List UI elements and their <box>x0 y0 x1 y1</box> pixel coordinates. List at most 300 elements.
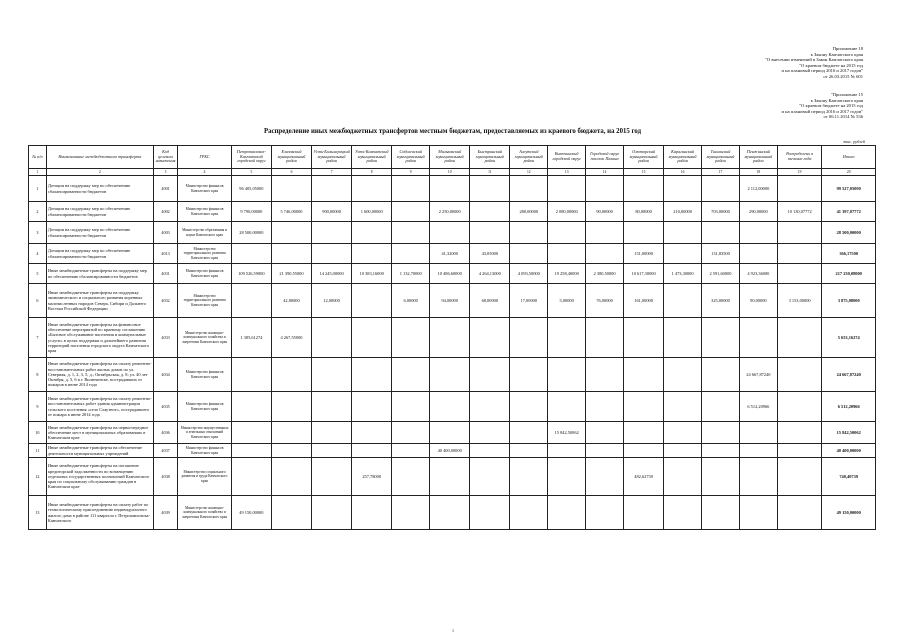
amount-cell <box>702 176 740 202</box>
amount-cell <box>392 458 430 496</box>
amount-cell <box>548 176 586 202</box>
amount-cell: 6 512,20966 <box>739 392 777 422</box>
column-header: Код целевого назначения <box>153 146 178 169</box>
column-header: Соболевский муниципальный район <box>392 146 430 169</box>
amount-cell <box>739 422 777 444</box>
row-number: 2 <box>29 202 47 222</box>
row-number: 10 <box>29 422 47 444</box>
amount-cell <box>586 496 624 530</box>
column-number: 15 <box>624 169 664 176</box>
amount-cell: 42,80000 <box>271 284 311 318</box>
amount-cell <box>624 422 664 444</box>
column-header: Быстринский муниципальный район <box>470 146 510 169</box>
amount-cell <box>510 244 548 264</box>
amount-cell <box>231 392 271 422</box>
row-total: 217 230,08000 <box>822 264 876 284</box>
amount-cell: 703,00000 <box>702 202 740 222</box>
transfer-name: Иные межбюджетные трансферты на оплату ремонтно-восстановительных работ жилых домов по ул. Северная, д. 1, 2, 3, 5, д.; Октябрьская, д. 8; ул. 40 лет Октября, д. 5, 6 в г. Вилючинске, пострадавших от пожаров в июне 2014 года <box>46 358 153 392</box>
amount-cell <box>548 392 586 422</box>
table-row <box>29 176 876 202</box>
column-header: Усть-Большерецкий муниципальный район <box>312 146 352 169</box>
column-header: Распределено в течение года <box>777 146 822 169</box>
amount-cell <box>312 244 352 264</box>
appendix-15-header <box>782 92 863 120</box>
appendix-line: от 26.03.2015 № 601 <box>823 73 863 79</box>
column-number: 6 <box>271 169 311 176</box>
amount-cell: 1 600,00000 <box>352 202 392 222</box>
amount-cell <box>470 422 510 444</box>
amount-cell <box>271 358 311 392</box>
amount-cell: 15 842,50062 <box>548 422 586 444</box>
amount-cell <box>231 422 271 444</box>
amount-cell <box>548 244 586 264</box>
target-code: 4013 <box>153 244 178 264</box>
column-number: 20 <box>822 169 876 176</box>
amount-cell <box>777 176 822 202</box>
amount-cell <box>312 222 352 244</box>
amount-cell <box>739 444 777 458</box>
column-header: ГРБС <box>178 146 231 169</box>
grbs-cell: Министерство имущественных и земельных отношений Камчатского края <box>178 422 231 444</box>
amount-cell <box>352 422 392 444</box>
amount-cell <box>664 318 702 358</box>
amount-cell <box>352 358 392 392</box>
target-code: 4037 <box>153 444 178 458</box>
column-header: Алеутский муниципальный район <box>510 146 548 169</box>
amount-cell <box>702 358 740 392</box>
amount-cell <box>777 496 822 530</box>
row-number: 5 <box>29 264 47 284</box>
amount-cell <box>777 222 822 244</box>
amount-cell <box>510 496 548 530</box>
transfer-name: Иные межбюджетные трансферты на обеспечение деятельности муниципальных учреждений <box>46 444 153 458</box>
amount-cell: 96 405,05000 <box>231 176 271 202</box>
amount-cell: 90,00000 <box>586 202 624 222</box>
amount-cell: 14 245,00000 <box>312 264 352 284</box>
amount-cell: 9 790,00000 <box>231 202 271 222</box>
target-code: 4031 <box>153 264 178 284</box>
column-header: Вилючинский городской округ <box>548 146 586 169</box>
amount-cell: 290,00000 <box>739 202 777 222</box>
amount-cell: 6,00000 <box>392 284 430 318</box>
amount-cell <box>392 318 430 358</box>
row-total: 41 397,07772 <box>822 202 876 222</box>
amount-cell <box>586 392 624 422</box>
amount-cell: 17,00000 <box>510 284 548 318</box>
amount-cell <box>664 358 702 392</box>
amount-cell <box>430 458 470 496</box>
row-number: 7 <box>29 318 47 358</box>
amount-cell: 19 258,40000 <box>548 264 586 284</box>
column-header: Пенжинский муниципальный район <box>739 146 777 169</box>
amount-cell <box>586 222 624 244</box>
amount-cell <box>664 444 702 458</box>
table-row <box>29 496 876 530</box>
amount-cell <box>664 176 702 202</box>
column-header: Тигильский муниципальный район <box>702 146 740 169</box>
row-number: 1 <box>29 176 47 202</box>
amount-cell: 1 473,30000 <box>664 264 702 284</box>
row-total: 28 500,00000 <box>822 222 876 244</box>
amount-cell <box>586 244 624 264</box>
amount-cell: 482,62739 <box>624 458 664 496</box>
amount-cell <box>470 222 510 244</box>
table-row <box>29 458 876 496</box>
amount-cell <box>352 318 392 358</box>
row-total: 6 512,20966 <box>822 392 876 422</box>
target-code: 4033 <box>153 318 178 358</box>
row-number: 11 <box>29 444 47 458</box>
appendix-18-header <box>765 46 863 80</box>
amount-cell <box>392 176 430 202</box>
row-total: 740,40739 <box>822 458 876 496</box>
amount-cell <box>739 222 777 244</box>
amount-cell <box>430 392 470 422</box>
table-row <box>29 444 876 458</box>
transfer-name: Дотации на поддержку мер по обеспечению сбалансированности бюджетов <box>46 222 153 244</box>
grbs-cell: Министерство жилищно-коммунального хозяйства и энергетики Камчатского края <box>178 496 231 530</box>
amount-cell <box>548 458 586 496</box>
amount-cell <box>470 358 510 392</box>
row-number: 6 <box>29 284 47 318</box>
column-header: Наименование межбюджетного трансферта <box>46 146 153 169</box>
amount-cell: 4 093,50000 <box>510 264 548 284</box>
amount-cell <box>470 176 510 202</box>
grbs-cell: Министерство финансов Камчатского края <box>178 264 231 284</box>
amount-cell: 1 385,61274 <box>231 318 271 358</box>
amount-cell: 131,83500 <box>702 244 740 264</box>
amount-cell <box>510 318 548 358</box>
amount-cell <box>777 358 822 392</box>
amount-cell <box>470 392 510 422</box>
table-row <box>29 202 876 222</box>
appendix-line: Приложение 18 <box>832 46 863 51</box>
amount-cell <box>430 176 470 202</box>
transfer-name: Иные межбюджетные трансферты на погашение кредиторской задолженности по возмещению отдельных государственных полномочий Камчатского края по социальному обслуживанию граждан в Камчатском крае <box>46 458 153 496</box>
column-number: 8 <box>352 169 392 176</box>
amount-cell <box>586 318 624 358</box>
column-number: 13 <box>548 169 586 176</box>
target-code: 4001 <box>153 176 178 202</box>
appendix-line: "О внесении изменений в Закон Камчатского края <box>765 57 863 63</box>
amount-cell: 41,32000 <box>430 244 470 264</box>
amount-cell: 24 667,87240 <box>739 358 777 392</box>
row-number: 4 <box>29 244 47 264</box>
amount-cell <box>430 496 470 530</box>
amount-cell <box>586 176 624 202</box>
amount-cell: 4 264,13000 <box>470 264 510 284</box>
amount-cell <box>548 496 586 530</box>
amount-cell: 90,00000 <box>739 284 777 318</box>
column-header: Олюторский муниципальный район <box>624 146 664 169</box>
amount-cell <box>271 176 311 202</box>
grbs-cell: Министерство территориального развития Камчатского края <box>178 284 231 318</box>
amount-cell <box>664 496 702 530</box>
amount-cell <box>231 284 271 318</box>
target-code: 4002 <box>153 202 178 222</box>
column-number: 11 <box>470 169 510 176</box>
amount-cell: 4 267,55000 <box>271 318 311 358</box>
transfer-name: Дотации на поддержку мер по обеспечению сбалансированности бюджетов <box>46 202 153 222</box>
amount-cell <box>664 422 702 444</box>
amount-cell <box>702 222 740 244</box>
amount-cell <box>510 392 548 422</box>
amount-cell: 1 132,70000 <box>392 264 430 284</box>
grbs-cell: Министерство жилищно-коммунального хозяйства и энергетики Камчатского края <box>178 318 231 358</box>
amount-cell <box>586 458 624 496</box>
transfer-name: Иные межбюджетные трансферты на поддержку экономического и социального развития коренных малочисленных народов Севера, Сибири и Дальнего Востока Российской Федерации <box>46 284 153 318</box>
amount-cell <box>702 422 740 444</box>
column-header: № п/п <box>29 146 47 169</box>
row-number: 12 <box>29 458 47 496</box>
amount-cell: 5,00000 <box>548 284 586 318</box>
amount-cell <box>739 458 777 496</box>
table-row <box>29 392 876 422</box>
amount-cell: 257,78000 <box>352 458 392 496</box>
amount-cell: 10 486,60000 <box>430 264 470 284</box>
transfer-name: Иные межбюджетные трансферты на первоочередное обеспечение мест в муниципальных образованиях в Камчатском крае <box>46 422 153 444</box>
row-total: 5 653,16274 <box>822 318 876 358</box>
amount-cell <box>271 392 311 422</box>
appendix-line: "Приложение 15 <box>830 92 863 97</box>
grbs-cell: Министерство социального развития и труда Камчатского края <box>178 458 231 496</box>
amount-cell <box>739 244 777 264</box>
amount-cell <box>702 496 740 530</box>
amount-cell <box>392 496 430 530</box>
amount-cell: 161,00000 <box>624 284 664 318</box>
amount-cell <box>510 222 548 244</box>
column-number: 19 <box>777 169 822 176</box>
amount-cell: 2 250,00000 <box>430 202 470 222</box>
amount-cell <box>739 318 777 358</box>
row-number: 8 <box>29 358 47 392</box>
column-header: Итого <box>822 146 876 169</box>
column-number: 18 <box>739 169 777 176</box>
column-header: Городской округ поселок Палана <box>586 146 624 169</box>
amount-cell <box>664 222 702 244</box>
column-number: 16 <box>664 169 702 176</box>
transfer-name: Иные межбюджетные трансферты на оплату работ по технологическому присоединению индивидуального жилого дома в районе 111 квартала г. Петропавловска-Камчатского <box>46 496 153 530</box>
amount-cell <box>392 358 430 392</box>
target-code: 4038 <box>153 458 178 496</box>
amount-cell <box>392 392 430 422</box>
appendix-line: от 06.11.2014 № 536 <box>823 114 863 120</box>
amount-cell <box>312 496 352 530</box>
transfer-name: Иные межбюджетные трансферты на оплату ремонтно-восстановительных работ здания администрации сельского поселения «село Слаутное», пострадавшего от пожара в июне 2014 года <box>46 392 153 422</box>
table-row <box>29 358 876 392</box>
amount-cell <box>271 244 311 264</box>
table-row <box>29 318 876 358</box>
column-number-row <box>29 169 876 176</box>
amount-cell <box>430 422 470 444</box>
transfer-name: Иные межбюджетные трансферты на финансовое обеспечение мероприятий по краевому соглашению «Бытовое обслуживание населения и коммунальные услуги» в целях поддержки и дальнейшего развития территорий населения городского округа Камчатского края <box>46 318 153 358</box>
amount-cell: 2 080,00000 <box>548 202 586 222</box>
table-row <box>29 222 876 244</box>
amount-cell <box>470 318 510 358</box>
amount-cell: 325,00000 <box>702 284 740 318</box>
target-code: 4034 <box>153 358 178 392</box>
units-label: тыс. рублей <box>843 139 865 144</box>
amount-cell <box>510 358 548 392</box>
amount-cell: 2 591,60000 <box>702 264 740 284</box>
column-number: 5 <box>231 169 271 176</box>
column-header: Петропавловск-Камчатский городской округ <box>231 146 271 169</box>
amount-cell <box>430 318 470 358</box>
grbs-cell: Министерство образования и науки Камчатского края <box>178 222 231 244</box>
amount-cell: 68,00000 <box>470 284 510 318</box>
amount-cell <box>777 422 822 444</box>
amount-cell: 5 746,00000 <box>271 202 311 222</box>
amount-cell: 3 153,00000 <box>777 284 822 318</box>
amount-cell <box>586 358 624 392</box>
amount-cell <box>777 444 822 458</box>
amount-cell <box>392 444 430 458</box>
amount-cell <box>430 222 470 244</box>
amount-cell <box>510 176 548 202</box>
amount-cell <box>470 458 510 496</box>
amount-cell <box>312 422 352 444</box>
amount-cell: 94,00000 <box>430 284 470 318</box>
amount-cell <box>470 496 510 530</box>
amount-cell <box>352 284 392 318</box>
row-total: 366,17500 <box>822 244 876 264</box>
amount-cell <box>352 176 392 202</box>
amount-cell: 80,00000 <box>624 202 664 222</box>
amount-cell <box>470 202 510 222</box>
appendix-line: "О краевом бюджете на 2015 год <box>799 62 863 68</box>
amount-cell <box>664 284 702 318</box>
amount-cell <box>548 318 586 358</box>
amount-cell <box>231 244 271 264</box>
amount-cell <box>777 318 822 358</box>
target-code: 4036 <box>153 422 178 444</box>
row-total: 3 875,08000 <box>822 284 876 318</box>
amount-cell <box>777 392 822 422</box>
amount-cell: 4 923,36000 <box>739 264 777 284</box>
amount-cell: 2 112,00000 <box>739 176 777 202</box>
amount-cell: 49 150,00000 <box>231 496 271 530</box>
amount-cell <box>664 244 702 264</box>
amount-cell <box>664 458 702 496</box>
document-title: Распределение иных межбюджетных трансфертов местным бюджетам, предоставляемых из краевого бюджета, на 2015 год <box>263 128 642 135</box>
amount-cell: 76,00000 <box>586 284 624 318</box>
column-header: Мильковский муниципальный район <box>430 146 470 169</box>
column-header: Усть-Камчатский муниципальный район <box>352 146 392 169</box>
amount-cell: 2 380,50000 <box>586 264 624 284</box>
amount-cell <box>271 444 311 458</box>
amount-cell: 900,00000 <box>312 202 352 222</box>
column-number: 4 <box>178 169 231 176</box>
transfers-table <box>28 145 876 530</box>
amount-cell <box>510 444 548 458</box>
row-total: 49 150,00000 <box>822 496 876 530</box>
column-number: 17 <box>702 169 740 176</box>
target-code: 4032 <box>153 284 178 318</box>
amount-cell: 109 526,59000 <box>231 264 271 284</box>
column-number: 1 <box>29 169 47 176</box>
amount-cell <box>702 392 740 422</box>
amount-cell <box>271 422 311 444</box>
column-header: Карагинский муниципальный район <box>664 146 702 169</box>
amount-cell <box>624 318 664 358</box>
amount-cell <box>777 458 822 496</box>
row-total: 99 527,05000 <box>822 176 876 202</box>
amount-cell <box>739 496 777 530</box>
amount-cell: 10 617,30000 <box>624 264 664 284</box>
amount-cell <box>664 392 702 422</box>
amount-cell <box>510 458 548 496</box>
transfer-name: Иные межбюджетные трансферты на поддержку мер по обеспечению сбалансированности бюджетов <box>46 264 153 284</box>
column-number: 9 <box>392 169 430 176</box>
amount-cell <box>548 358 586 392</box>
amount-cell <box>548 444 586 458</box>
table-row <box>29 422 876 444</box>
transfer-name: Дотации на поддержку мер по обеспечению сбалансированности бюджетов <box>46 244 153 264</box>
column-number: 3 <box>153 169 178 176</box>
amount-cell <box>777 244 822 264</box>
amount-cell: 40 400,00000 <box>430 444 470 458</box>
row-number: 3 <box>29 222 47 244</box>
grbs-cell: Министерство финансов Камчатского края <box>178 444 231 458</box>
table-row <box>29 284 876 318</box>
row-number: 9 <box>29 392 47 422</box>
row-total: 24 667,87240 <box>822 358 876 392</box>
amount-cell <box>312 444 352 458</box>
amount-cell: 12,00000 <box>312 284 352 318</box>
column-number: 10 <box>430 169 470 176</box>
amount-cell <box>312 458 352 496</box>
amount-cell <box>392 202 430 222</box>
target-code: 4003 <box>153 222 178 244</box>
appendix-line: к Закону Камчатского края <box>810 97 863 103</box>
amount-cell <box>231 444 271 458</box>
amount-cell <box>510 422 548 444</box>
table-header-row <box>29 146 876 169</box>
row-total: 40 400,00000 <box>822 444 876 458</box>
amount-cell <box>624 176 664 202</box>
grbs-cell: Министерство финансов Камчатского края <box>178 358 231 392</box>
amount-cell <box>624 358 664 392</box>
target-code: 4035 <box>153 392 178 422</box>
appendix-line: к Закону Камчатского края <box>810 51 863 57</box>
amount-cell <box>231 358 271 392</box>
appendix-line: "О краевом бюджете на 2015 год <box>799 103 863 109</box>
amount-cell <box>548 222 586 244</box>
amount-cell <box>624 444 664 458</box>
amount-cell <box>586 422 624 444</box>
amount-cell <box>702 318 740 358</box>
amount-cell: 21 390,55000 <box>271 264 311 284</box>
amount-cell <box>470 444 510 458</box>
amount-cell: 280,00000 <box>510 202 548 222</box>
column-number: 7 <box>312 169 352 176</box>
target-code: 4039 <box>153 496 178 530</box>
amount-cell <box>586 444 624 458</box>
amount-cell <box>352 444 392 458</box>
table-row <box>29 264 876 284</box>
amount-cell <box>392 422 430 444</box>
amount-cell <box>430 358 470 392</box>
amount-cell <box>271 496 311 530</box>
amount-cell <box>231 458 271 496</box>
transfer-name: Дотации на поддержку мер по обеспечению сбалансированности бюджетов <box>46 176 153 202</box>
amount-cell <box>352 496 392 530</box>
amount-cell <box>777 264 822 284</box>
amount-cell: 43,05000 <box>470 244 510 264</box>
amount-cell: 210,00000 <box>664 202 702 222</box>
amount-cell: 10 383,16000 <box>352 264 392 284</box>
amount-cell: 10 130,07772 <box>777 202 822 222</box>
